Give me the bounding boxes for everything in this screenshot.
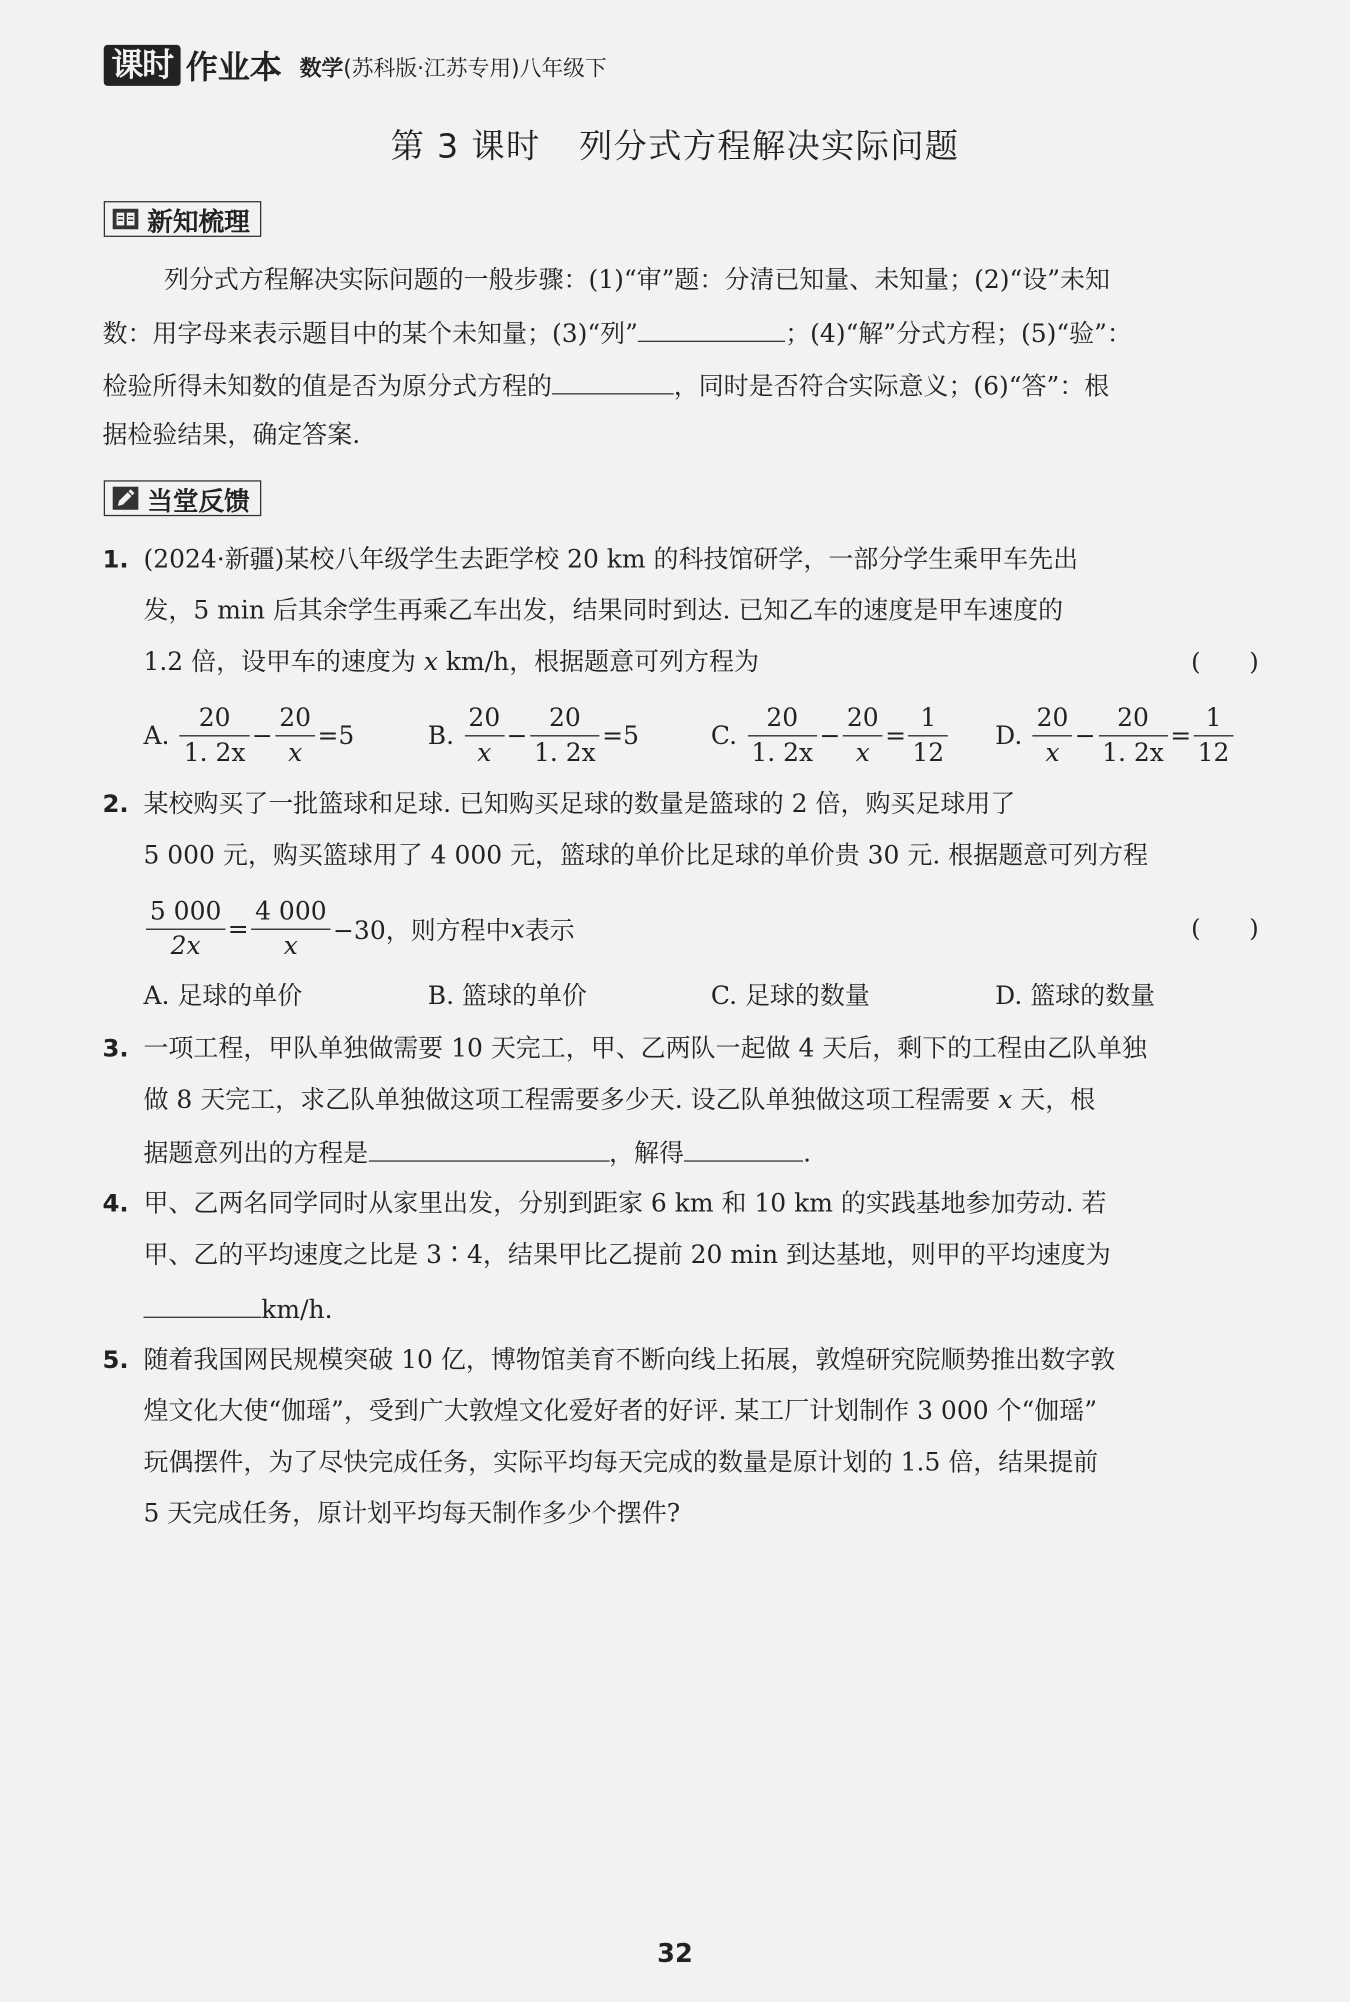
- question-1-line-2: 发，5 min 后其余学生再乘乙车出发，结果同时到达. 已知乙车的速度是甲车速度的: [143, 595, 1064, 626]
- steps-line-4: 据检验结果，确定答案.: [102, 420, 361, 450]
- question-5-line-1: 随着我国网民规模突破 10 亿，博物馆美育不断向线上拓展，敦煌研究院顺势推出数字敦: [143, 1344, 1116, 1375]
- option-d[interactable]: D. 篮球的数量: [995, 981, 1156, 1011]
- answer-blank[interactable]: [143, 1291, 261, 1318]
- question-2-equation: $\frac{5 000}{2x}$ = $\frac{4 000}{x}$ −30，则方程中 x 表示: [143, 890, 574, 967]
- steps-line-3: 检验所得未知数的值是否为原分式方程的 ，同时是否符合实际意义；(6)“答”：根: [102, 368, 1109, 404]
- question-4-line-1: 甲、乙两名同学同时从家里出发，分别到距家 6 km 和 10 km 的实践基地参加劳动. 若: [143, 1188, 1107, 1219]
- answer-parentheses[interactable]: ( ): [1191, 648, 1259, 677]
- question-5-number: 5.: [102, 1346, 129, 1375]
- section-heading-new-knowledge: 新知梳理: [104, 201, 262, 237]
- option-d[interactable]: D. $\frac{20}{x}$ − $\frac{20}{1. 2x}$ = $\frac{1}{12}$: [995, 697, 1236, 774]
- question-1-number: 1.: [102, 545, 129, 574]
- question-3-line-2: 做 8 天完工，求乙队单独做这项工程需要多少天. 设乙队单独做这项工程需要 x 天，根: [143, 1084, 1096, 1115]
- question-1-options: [0, 697, 1350, 774]
- steps-line-1: 列分式方程解决实际问题的一般步骤：(1)“审”题：分清已知量、未知量；(2)“设”未知: [163, 265, 1110, 295]
- question-3-line-3: 据题意列出的方程是 ，解得 .: [143, 1135, 811, 1171]
- question-3-line-1: 一项工程，甲队单独做需要 10 天完工，甲、乙两队一起做 4 天后，剩下的工程由乙队单独: [143, 1033, 1147, 1064]
- question-4-line-3: km/h.: [143, 1291, 332, 1327]
- page-number: 32: [657, 1937, 693, 1969]
- question-2-line-1: 某校购买了一批篮球和足球. 已知购买足球的数量是篮球的 2 倍，购买足球用了: [143, 788, 1016, 819]
- question-2-line-2: 5 000 元，购买篮球用了 4 000 元，篮球的单价比足球的单价贵 30 元. 根据题意可列方程: [143, 840, 1149, 870]
- question-1-line-1: (2024·新疆)某校八年级学生去距学校 20 km 的科技馆研学，一部分学生乘甲车先出: [143, 544, 1079, 574]
- lesson-number: 第 3 课时: [390, 128, 541, 167]
- answer-blank[interactable]: [368, 1135, 609, 1162]
- steps-line-2: 数：用字母来表示题目中的某个未知量；(3)“列” ；(4)“解”分式方程；(5)“验”：: [102, 315, 1131, 351]
- question-1-line-3: 1.2 倍，设甲车的速度为 x km/h，根据题意可列方程为: [143, 646, 759, 677]
- option-b[interactable]: B. $\frac{20}{x}$ − $\frac{20}{1. 2x}$ =5: [427, 702, 639, 767]
- option-a[interactable]: A. $\frac{20}{1. 2x}$ − $\frac{20}{x}$ =5: [143, 702, 355, 767]
- book-icon: [111, 206, 139, 232]
- question-4-line-2: 甲、乙的平均速度之比是 3∶4，结果甲比乙提前 20 min 到达基地，则甲的平均速度为: [143, 1239, 1111, 1270]
- question-5-line-2: 煌文化大使“伽瑶”，受到广大敦煌文化爱好者的好评. 某工厂计划制作 3 000 个“伽瑶”: [143, 1396, 1098, 1426]
- answer-blank[interactable]: [684, 1135, 803, 1162]
- series-logo: 课时: [104, 45, 181, 86]
- option-c[interactable]: C. $\frac{20}{1. 2x}$ − $\frac{20}{x}$ = $\frac{1}{12}$: [711, 697, 951, 774]
- option-b[interactable]: B. 篮球的单价: [427, 981, 587, 1011]
- option-c[interactable]: C. 足球的数量: [710, 981, 870, 1011]
- answer-blank[interactable]: [638, 315, 785, 342]
- question-5-line-4: 5 天完成任务，原计划平均每天制作多少个摆件?: [143, 1498, 681, 1528]
- lesson-topic: 列分式方程解决实际问题: [578, 128, 960, 167]
- question-2-number: 2.: [102, 790, 129, 819]
- option-a[interactable]: A. 足球的单价: [143, 981, 303, 1011]
- subject-info: 数学(苏科版·江苏专用)八年级下: [299, 55, 607, 82]
- question-4-number: 4.: [102, 1189, 129, 1219]
- series-name: 作业本: [185, 48, 282, 86]
- lesson-title: [0, 120, 1350, 167]
- section-heading-feedback: 当堂反馈: [104, 480, 262, 516]
- book-header: [104, 44, 607, 88]
- pencil-icon: [111, 485, 139, 511]
- question-5-line-3: 玩偶摆件，为了尽快完成任务，实际平均每天完成的数量是原计划的 1.5 倍，结果提前: [143, 1447, 1099, 1477]
- question-3-number: 3.: [102, 1034, 129, 1064]
- answer-blank[interactable]: [552, 368, 674, 395]
- answer-parentheses[interactable]: ( ): [1191, 914, 1259, 943]
